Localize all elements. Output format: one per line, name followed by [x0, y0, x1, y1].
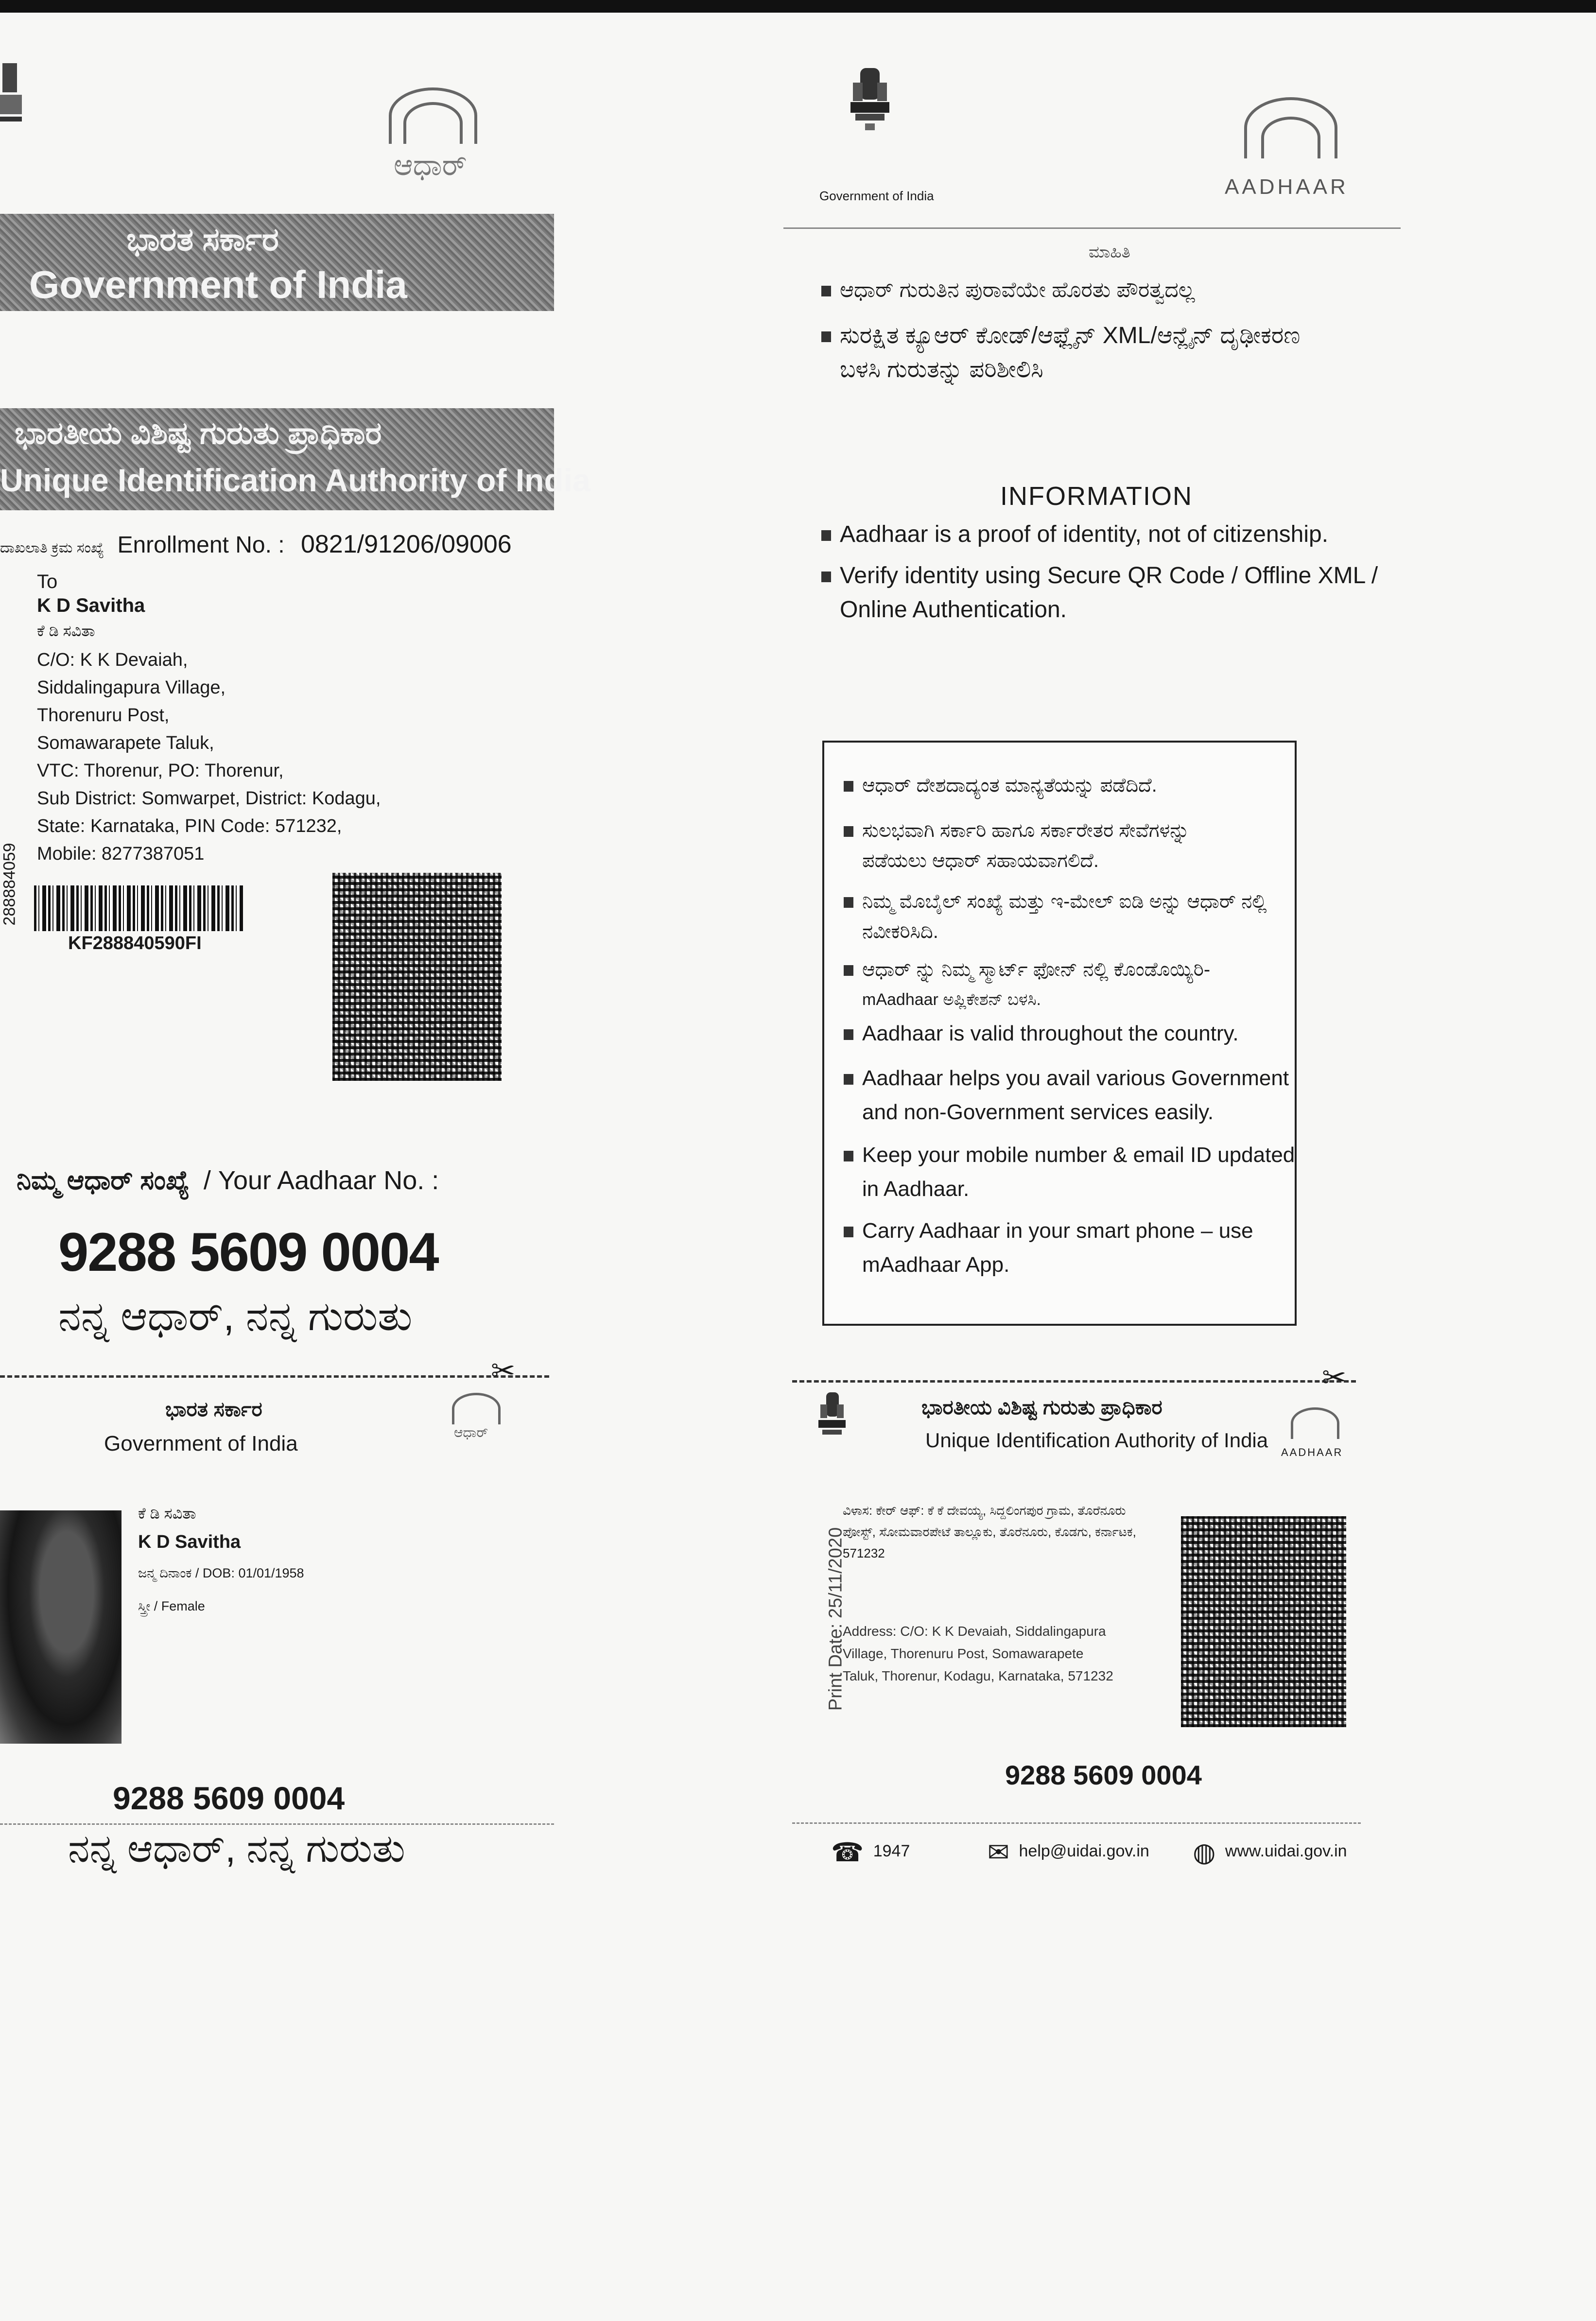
info-box-en-4b-text: mAadhaar App. [862, 1253, 1010, 1277]
print-date: Print Date: 25/11/2020 [825, 1527, 846, 1711]
info-box-en-2a-text: Aadhaar helps you avail various Government [862, 1066, 1289, 1090]
address-line: Thorenuru Post, [37, 705, 170, 726]
aadhaar-logo-top-left [379, 83, 496, 194]
card-back-address-en [843, 1620, 1113, 1687]
contact-row [831, 1837, 1347, 1868]
address-kn-line: ವಿಳಾಸ: ಕೇರ್ ಆಫ್: ಕೆ ಕೆ ದೇವಯ್ಯ, ಸಿದ್ದಲಿಂಗಪುರ ಗ್ರಾಮ, ತೊರೆನೂರು [843, 1503, 1126, 1518]
info-box-en-3a-text: Keep your mobile number & email ID updated [862, 1143, 1295, 1167]
address-line: Somawarapete Taluk, [37, 733, 214, 753]
card-front-aadhaar-number: 9288 5609 0004 [113, 1780, 345, 1816]
card-front-gender: ಸ್ತ್ರೀ / Female [138, 1599, 205, 1613]
information-heading: INFORMATION [1000, 482, 1193, 511]
bullet-icon [844, 1074, 853, 1085]
uidai-band [0, 408, 590, 510]
enrollment-number: 0821/91206/09006 [300, 530, 512, 558]
address-line: Sub District: Somwarpet, District: Kodagu, [37, 788, 381, 809]
kn-info-2b-text: ಬಳಸಿ ಗುರುತನ್ನು ಪರಿಶೀಲಿಸಿ [840, 357, 1043, 382]
card-back-aadhaar-number: 9288 5609 0004 [1005, 1760, 1202, 1790]
info-box-kn-3a-text: ನಿಮ್ಮ ಮೊಬೈಲ್ ಸಂಖ್ಯೆ ಮತ್ತು ಇ-ಮೇಲ್ ಐಡಿ ಅನ್ನು ಆಧಾರ್ ನಲ್ಲಿ [862, 891, 1267, 912]
card-front-divider [0, 1823, 554, 1825]
bullet-icon [844, 826, 853, 837]
info-box-kn-4 [844, 954, 1210, 1015]
address-en-line: Taluk, Thorenur, Kodagu, Karnataka, 571232 [843, 1668, 1113, 1683]
cut-line-right [792, 1380, 1356, 1383]
aadhaar-logo-en: AADHAAR [1225, 175, 1349, 199]
info-box-en-2 [844, 1061, 1289, 1129]
to-label: To [37, 571, 58, 592]
gov-band-en: Government of India [29, 263, 407, 306]
tagline-kn-top: ನನ್ನ ಆಧಾರ್, ನನ್ನ ಗುರುತು [58, 1293, 413, 1339]
helpline-number: 1947 [873, 1842, 910, 1861]
qr-code-letter [332, 873, 502, 1081]
info-2 [821, 559, 1378, 627]
barcode-text: KF288840590FI [68, 933, 202, 953]
address-en-line: Address: C/O: K K Devaiah, Siddalingapura [843, 1624, 1106, 1639]
info-box-kn-3 [844, 886, 1267, 947]
info-box [822, 741, 1297, 1326]
bullet-icon [844, 897, 853, 908]
info-1 [821, 521, 1328, 548]
address-en-line: Village, Thorenuru Post, Somawarapete [843, 1646, 1084, 1661]
info-box-kn-2a-text: ಸುಲಭವಾಗಿ ಸರ್ಕಾರಿ ಹಾಗೂ ಸರ್ಕಾರೇತರ ಸೇವೆಗಳನ್ನು [862, 820, 1190, 841]
website: www.uidai.gov.in [1225, 1842, 1347, 1861]
enrollment-row [0, 530, 512, 559]
address-line: State: Karnataka, PIN Code: 571232, [37, 816, 342, 836]
info-box-en-3b-text: in Aadhaar. [862, 1177, 970, 1201]
bullet-icon [844, 1029, 853, 1040]
bullet-icon [821, 572, 831, 582]
info-2a-text: Verify identity using Secure QR Code / Offline XML / [840, 563, 1378, 589]
info-box-kn-4b-text: mAadhaar ಅಪ್ಲಿಕೇಶನ್ ಬಳಸಿ. [862, 990, 1041, 1009]
info-box-kn-2b-text: ಪಡೆಯಲು ಆಧಾರ್ ಸಹಾಯವಾಗಲಿದೆ. [862, 850, 1099, 871]
bullet-icon [844, 781, 853, 792]
info-box-kn-3b-text: ನವೀಕರಿಸಿದಿ. [862, 921, 938, 942]
enrollment-label-kn: ದಾಖಲಾತಿ ಕ್ರಮ ಸಂಖ್ಯೆ [0, 540, 104, 556]
address-line: Siddalingapura Village, [37, 677, 226, 698]
your-aadhaar-kn: ನಿಮ್ಮ ಆಧಾರ್ ಸಂಖ್ಯೆ [17, 1166, 190, 1195]
bullet-icon [844, 1227, 853, 1237]
info-box-en-1-text: Aadhaar is valid throughout the country. [862, 1022, 1239, 1045]
card-front-name: K D Savitha [138, 1532, 241, 1552]
barcode [34, 885, 243, 931]
bullet-icon [844, 965, 853, 976]
kn-info-2a-text: ಸುರಕ್ಷಿತ ಕ್ಯೂಆರ್ ಕೋಡ್/ಆಫ್ಲೈನ್ XML/ಆನ್ಲೈನ್ ದೃಢೀಕರಣ [840, 323, 1301, 348]
address-line: VTC: Thorenur, PO: Thorenur, [37, 761, 284, 781]
info-box-en-4 [844, 1214, 1253, 1282]
side-serial: 288884059 [0, 843, 19, 926]
info-box-kn-1-text: ಆಧಾರ್ ದೇಶದಾದ್ಯಂತ ಮಾನ್ಯತೆಯನ್ನು ಪಡೆದಿದೆ. [862, 775, 1157, 796]
card-front-gov-en: Government of India [104, 1432, 298, 1455]
your-aadhaar-label: / Your Aadhaar No. : [203, 1166, 439, 1195]
holder-photo [0, 1510, 121, 1744]
qr-code-card [1181, 1516, 1346, 1727]
card-front-gov-kn: ಭಾರತ ಸರ್ಕಾರ [165, 1398, 262, 1420]
bullet-icon [821, 286, 831, 296]
info-1-text: Aadhaar is a proof of identity, not of citizenship. [840, 521, 1329, 547]
address-block [37, 646, 381, 868]
card-back-emblem-icon [816, 1390, 848, 1455]
gov-band-kn: ಭಾರತ ಸರ್ಕಾರ [126, 221, 279, 257]
help-email: help@uidai.gov.in [1019, 1842, 1149, 1861]
bullet-icon [821, 530, 831, 541]
addressee-name: K D Savitha [37, 595, 145, 616]
scan-top-edge [0, 0, 1596, 13]
gov-of-india-small: Government of India [819, 189, 934, 203]
aadhaar-number-large: 9288 5609 0004 [58, 1222, 438, 1282]
address-kn-line: 571232 [843, 1546, 885, 1560]
phone-icon: ☎ [831, 1838, 864, 1867]
aadhaar-logo-text: ಆಧಾರ್ [394, 149, 467, 181]
globe-icon: ◍ [1193, 1838, 1216, 1867]
card-front-name-kn: ಕೆ ಡಿ ಸವಿತಾ [138, 1505, 196, 1522]
card-front-logo-text: ಆಧಾರ್ [454, 1425, 488, 1440]
address-line: C/O: K K Devaiah, [37, 650, 188, 670]
bullet-icon [844, 1151, 853, 1161]
card-back-address-kn [843, 1500, 1136, 1564]
mail-icon: ✉ [987, 1838, 1010, 1867]
scissors-icon: ✂ [491, 1354, 516, 1387]
tagline-kn-bottom: ನನ್ನ ಆಧಾರ್, ನನ್ನ ಗುರುತು [68, 1827, 405, 1870]
emblem-left-partial [0, 58, 24, 156]
kn-info-1 [821, 278, 1195, 302]
your-aadhaar-row [17, 1165, 439, 1196]
card-back-aadhaar-logo [1281, 1407, 1349, 1461]
uidai-band-kn: ಭಾರತೀಯ ವಿಶಿಷ್ಟ ಗುರುತು ಪ್ರಾಧಿಕಾರ [15, 416, 382, 450]
uidai-band-en: Unique Identification Authority of India [0, 462, 590, 498]
kn-info-1-text: ಆಧಾರ್ ಗುರುತಿನ ಪುರಾವೆಯೇ ಹೊರತು ಪೌರತ್ವದಲ್ಲ [840, 278, 1195, 302]
cut-line-left [0, 1375, 549, 1378]
info-box-kn-4a-text: ಆಧಾರ್ ನ್ನು ನಿಮ್ಮ ಸ್ಮಾರ್ಟ್ ಫೋನ್ ನಲ್ಲಿ ಕೊಂಡೊಯ್ಯಿರಿ- [862, 959, 1211, 980]
info-2b-text: Online Authentication. [840, 597, 1067, 623]
scissors-icon: ✂ [1322, 1361, 1347, 1394]
emblem-icon [846, 63, 894, 139]
info-box-en-4a-text: Carry Aadhaar in your smart phone – use [862, 1219, 1253, 1243]
card-back-uidai-kn: ಭಾರತೀಯ ವಿಶಿಷ್ಟ ಗುರುತು ಪ್ರಾಧಿಕಾರ [921, 1396, 1162, 1419]
divider-top-right [783, 227, 1401, 229]
info-box-en-2b-text: and non-Government services easily. [862, 1100, 1214, 1124]
address-line: Mobile: 8277387051 [37, 844, 205, 864]
kn-info-2 [821, 319, 1300, 387]
aadhaar-logo-top-right [1225, 97, 1351, 204]
info-box-kn-2 [844, 815, 1190, 876]
gov-of-india-band [0, 214, 554, 311]
mahiti-label: ಮಾಹಿತಿ [1089, 243, 1130, 261]
addressee-name-kn: ಕೆ ಡಿ ಸವಿತಾ [37, 622, 95, 640]
card-front-dob: ಜನ್ಮ ದಿನಾಂಕ / DOB: 01/01/1958 [138, 1566, 304, 1580]
bullet-icon [821, 331, 831, 342]
info-box-en-3 [844, 1138, 1295, 1206]
address-kn-line: ಪೋಸ್ಟ್, ಸೋಮವಾರಪೇಟೆ ತಾಲ್ಲೂಕು, ತೊರೆನೂರು, ಕೊಡಗು, ಕರ್ನಾಟಕ, [843, 1524, 1136, 1539]
enrollment-label: Enrollment No. : [117, 532, 285, 558]
card-front-aadhaar-logo [447, 1391, 505, 1444]
card-back-divider [792, 1822, 1361, 1824]
card-back-logo-text: AADHAAR [1281, 1446, 1343, 1458]
info-box-en-1 [844, 1022, 1239, 1046]
card-back-uidai-en: Unique Identification Authority of India [925, 1429, 1268, 1452]
info-box-kn-1 [844, 775, 1157, 797]
